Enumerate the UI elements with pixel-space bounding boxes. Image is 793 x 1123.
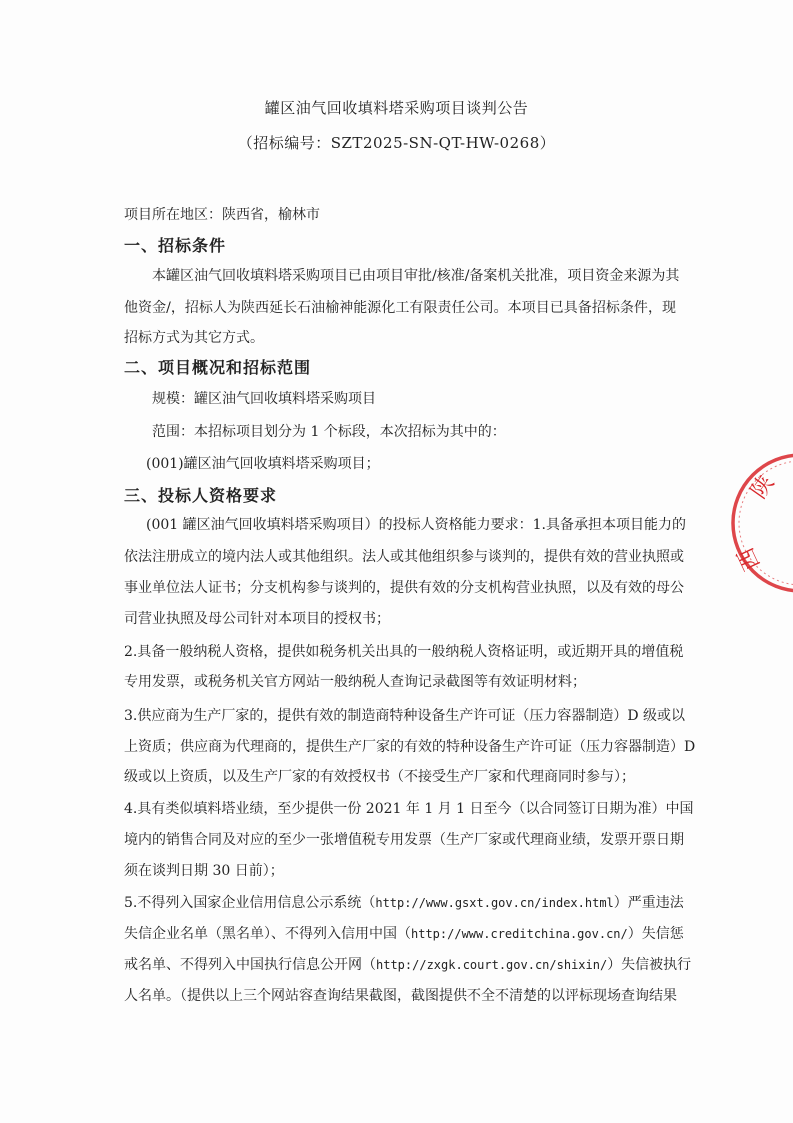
- text-segment: ）严重违法: [613, 895, 684, 911]
- range-line: 范围：本招标项目划分为 1 个标段，本次招标为其中的：: [152, 424, 506, 440]
- requirement-5: [124, 892, 684, 912]
- lot-line: (001)罐区油气回收填料塔采购项目；: [146, 456, 380, 472]
- paragraph-line: 级或以上资质，以及生产厂家的有效授权书（不接受生产厂家和代理商同时参与）；: [124, 769, 635, 785]
- text-segment: ）失信惩: [627, 926, 684, 942]
- paragraph-line: 上资质；供应商为代理商的，提供生产厂家的有效的特种设备生产许可证（压力容器制造）D: [124, 739, 696, 755]
- seal-text: 陕: [746, 471, 780, 504]
- official-seal-stamp: [726, 448, 793, 598]
- url-gsxt: http://www.gsxt.gov.cn/index.html: [375, 896, 614, 910]
- paragraph-line: 人名单。（提供以上三个网站容查询结果截图，截图提供不全不清楚的以评标现场查询结果: [124, 988, 677, 1004]
- paragraph-line: [124, 954, 691, 974]
- paragraph-line: 专用发票，或税务机关官方网站一般纳税人查询记录截图等有效证明材料；: [124, 674, 586, 690]
- text-segment: ）失信被执行: [607, 957, 692, 973]
- section-heading-3: 三、投标人资格要求: [124, 486, 278, 505]
- text-segment: 戒名单、不得列入中国执行信息公开网（: [124, 957, 376, 973]
- scale-line: 规模：罐区油气回收填料塔采购项目: [152, 391, 376, 407]
- paragraph-line: 境内的销售合同及对应的至少一张增值税专用发票（生产厂家或代理商业绩，发票开票日期: [124, 832, 684, 848]
- document-title: 罐区油气回收填料塔采购项目谈判公告: [264, 99, 529, 117]
- text-segment: 5.不得列入国家企业信用信息公示系统（: [124, 895, 376, 911]
- requirement-4: 4.具有类似填料塔业绩，至少提供一份 2021 年 1 月 1 日至今（以合同签订日期为准）中国: [124, 801, 694, 817]
- paragraph-line: 本罐区油气回收填料塔采购项目已由项目审批/核准/备案机关批准，项目资金来源为其: [152, 268, 680, 284]
- seal-text: 西: [733, 543, 766, 575]
- paragraph-line: 依法注册成立的境内法人或其他组织。法人或其他组织参与谈判的，提供有效的营业执照或: [124, 549, 684, 565]
- paragraph-line: 事业单位法人证书；分支机构参与谈判的，提供有效的分支机构营业执照，以及有效的母公: [124, 580, 684, 596]
- paragraph-line: (001 罐区油气回收填料塔采购项目）的投标人资格能力要求：1.具备承担本项目能力的: [146, 517, 686, 533]
- url-zxgk: http://zxgk.court.gov.cn/shixin/: [376, 958, 608, 972]
- section-heading-1: 一、招标条件: [124, 236, 227, 255]
- bid-number: （招标编号：SZT2025-SN-QT-HW-0268）: [237, 134, 556, 152]
- requirement-2: 2.具备一般纳税人资格，提供如税务机关出具的一般纳税人资格证明，或近期开具的增值税: [124, 644, 684, 660]
- url-creditchina: http://www.creditchina.gov.cn/: [411, 927, 628, 941]
- requirement-3: 3.供应商为生产厂家的，提供有效的制造商特种设备生产许可证（压力容器制造）D 级或以: [124, 708, 686, 724]
- section-heading-2: 二、项目概况和招标范围: [124, 358, 312, 377]
- paragraph-line: 招标方式为其它方式。: [124, 330, 264, 346]
- paragraph-line: 须在谈判日期 30 日前）；: [124, 863, 284, 879]
- paragraph-line: 司营业执照及母公司针对本项目的授权书；: [124, 611, 390, 627]
- text-segment: 失信企业名单（黑名单）、不得列入信用中国（: [124, 926, 411, 942]
- project-region: 项目所在地区：陕西省，榆林市: [124, 207, 320, 223]
- paragraph-line: [124, 923, 684, 943]
- paragraph-line: 他资金/，招标人为陕西延长石油榆神能源化工有限责任公司。本项目已具备招标条件，现: [124, 300, 676, 316]
